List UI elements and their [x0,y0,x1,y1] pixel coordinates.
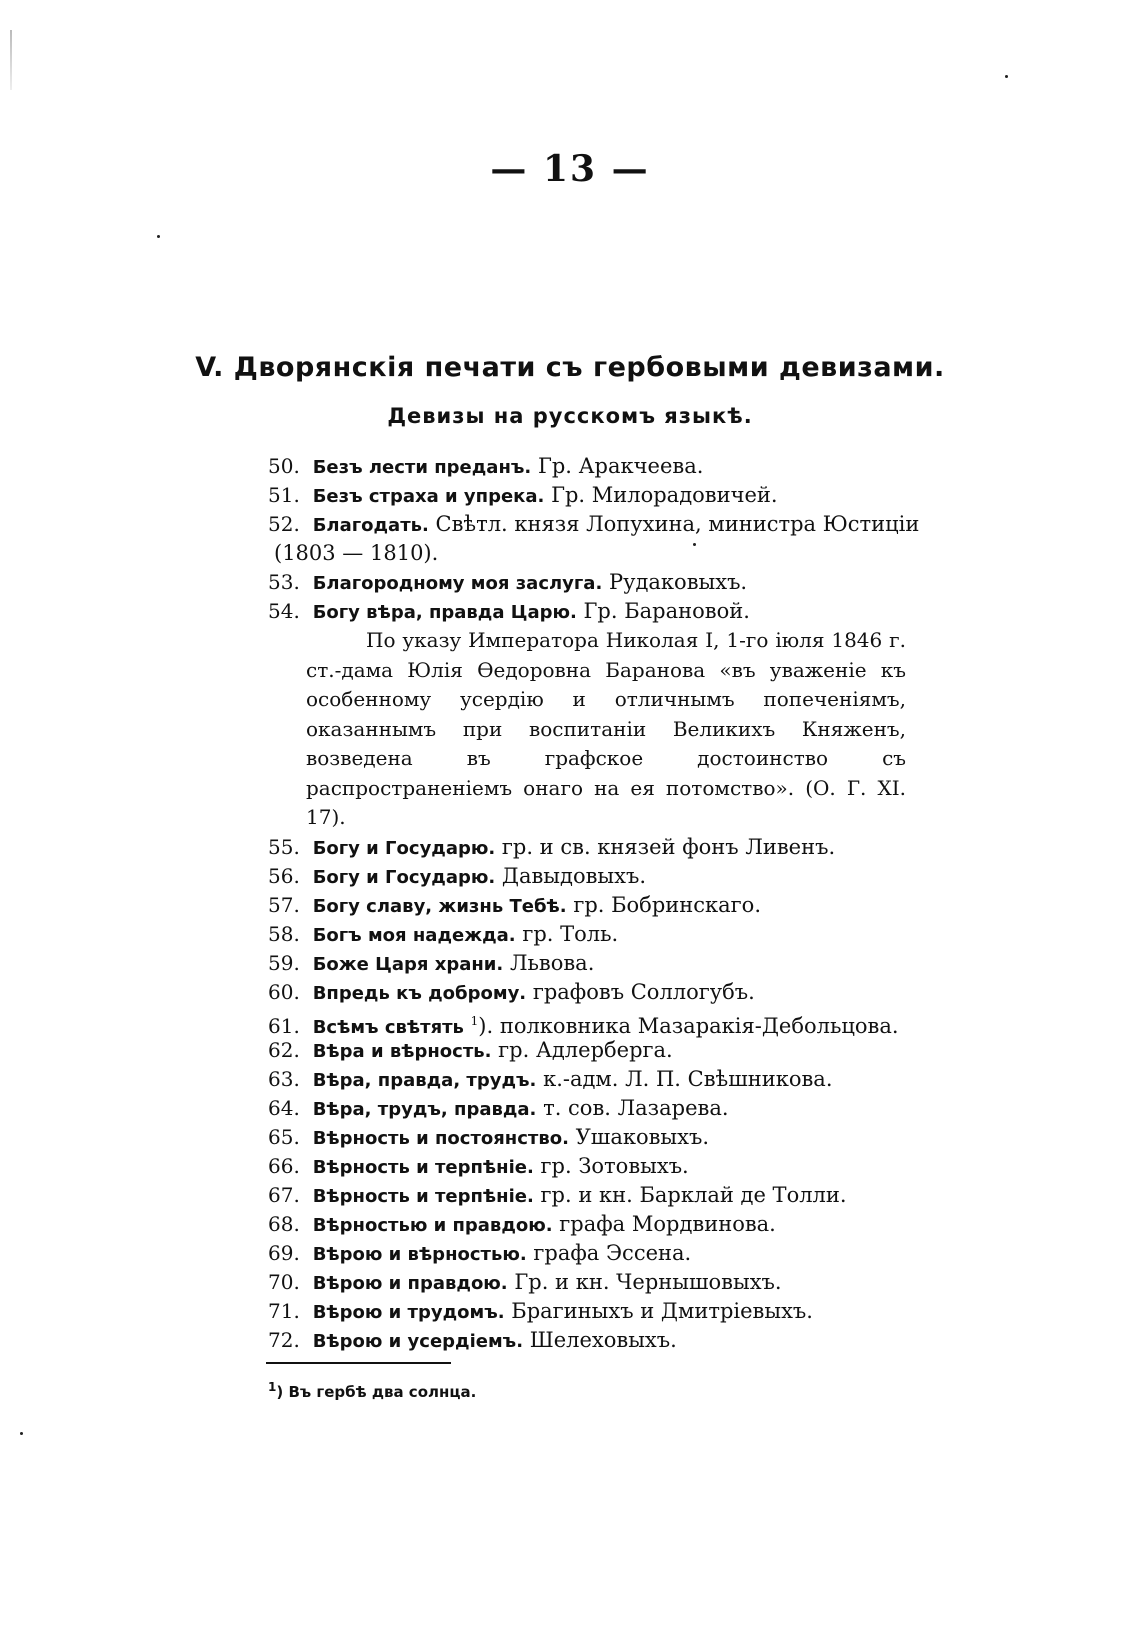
list-item: 62. Вѣра и вѣрность. гр. Адлерберга. [268,1037,673,1062]
list-item: 58. Богъ моя надежда. гр. Толь. [268,921,619,946]
footnote-ref: 1 [470,1013,479,1028]
list-item: 69. Вѣрою и вѣрностью. графа Эссена. [268,1240,692,1265]
list-item: 57. Богу славу, жизнь Тебѣ. гр. Бобринскаго. [268,892,761,917]
list-item: 64. Вѣра, трудъ, правда. т. сов. Лазарева. [268,1095,729,1120]
list-item: 51. Безъ страха и упрека. Гр. Милорадовичей. [268,483,778,507]
list-item: 70. Вѣрою и правдою. Гр. и кн. Чернышовыхъ. [268,1269,782,1294]
section-title: V. Дворянскія печати съ гербовыми девизами. [195,352,945,383]
list-item: 60. Впредь къ доброму. графовъ Соллогубъ. [268,979,755,1004]
scan-edge-mark [10,30,12,90]
list-item: 54. Богу вѣра, правда Царю. Гр. Барановой. [268,599,750,623]
list-item: 61. Всѣмъ свѣтять $^1$). полковника Мазаракія-Дебольцова. [268,1013,899,1038]
list-item: 55. Богу и Государю. гр. и св. князей фонъ Ливенъ. [268,834,836,859]
page-number: — 13 — [490,148,650,190]
list-item: 63. Вѣра, правда, трудъ. к.-адм. Л. П. Свѣшникова. [268,1066,833,1091]
list-item: 59. Боже Царя храни. Львова. [268,950,595,975]
section-subtitle: Девизы на русскомъ языкѣ. [387,404,753,428]
entry-54-note: По указу Императора Николая I, 1-го іюля 1846 г. ст.-дама Юлія Ѳедоровна Баранова «въ уваженіе къ особенному усердію и отличнымъ попеченіямъ, оказаннымъ при воспитаніи Великихъ Княженъ, возведена въ графское достоинство съ распространеніемъ онаго на ея потомство». (О. Г. XI. 17). [306,628,906,829]
list-item: 72. Вѣрою и усердіемъ. Шелеховыхъ. [268,1327,677,1352]
footnote-divider [266,1362,451,1364]
footnote: $^1$) Въ гербѣ два солнца. [268,1380,477,1401]
list-item: 68. Вѣрностью и правдою. графа Мордвинова. [268,1211,776,1236]
motto-list [268,452,948,1355]
list-item: 53. Благородному моя заслуга. Рудаковыхъ. [268,570,748,594]
list-item: 56. Богу и Государю. Давыдовыхъ. [268,863,647,888]
scan-speck [1005,75,1008,78]
list-item: 65. Вѣрность и постоянство. Ушаковыхъ. [268,1124,710,1149]
list-item: 67. Вѣрность и терпѣніе. гр. и кн. Барклай де Толли. [268,1182,847,1207]
scan-speck [20,1432,23,1435]
footnote-text: Въ гербѣ два солнца. [288,1383,477,1401]
scan-speck [157,235,160,238]
list-item: 50. Безъ лести преданъ. Гр. Аракчеева. [268,454,704,478]
footnote-marker: 1 [268,1380,277,1394]
list-item: 52. Благодать. Свѣтл. князя Лопухина, министра Юстиціи (1803 — 1810). [268,512,920,565]
list-item: 71. Вѣрою и трудомъ. Брагиныхъ и Дмитріевыхъ. [268,1298,813,1323]
list-item: 66. Вѣрность и терпѣніе. гр. Зотовыхъ. [268,1153,689,1178]
